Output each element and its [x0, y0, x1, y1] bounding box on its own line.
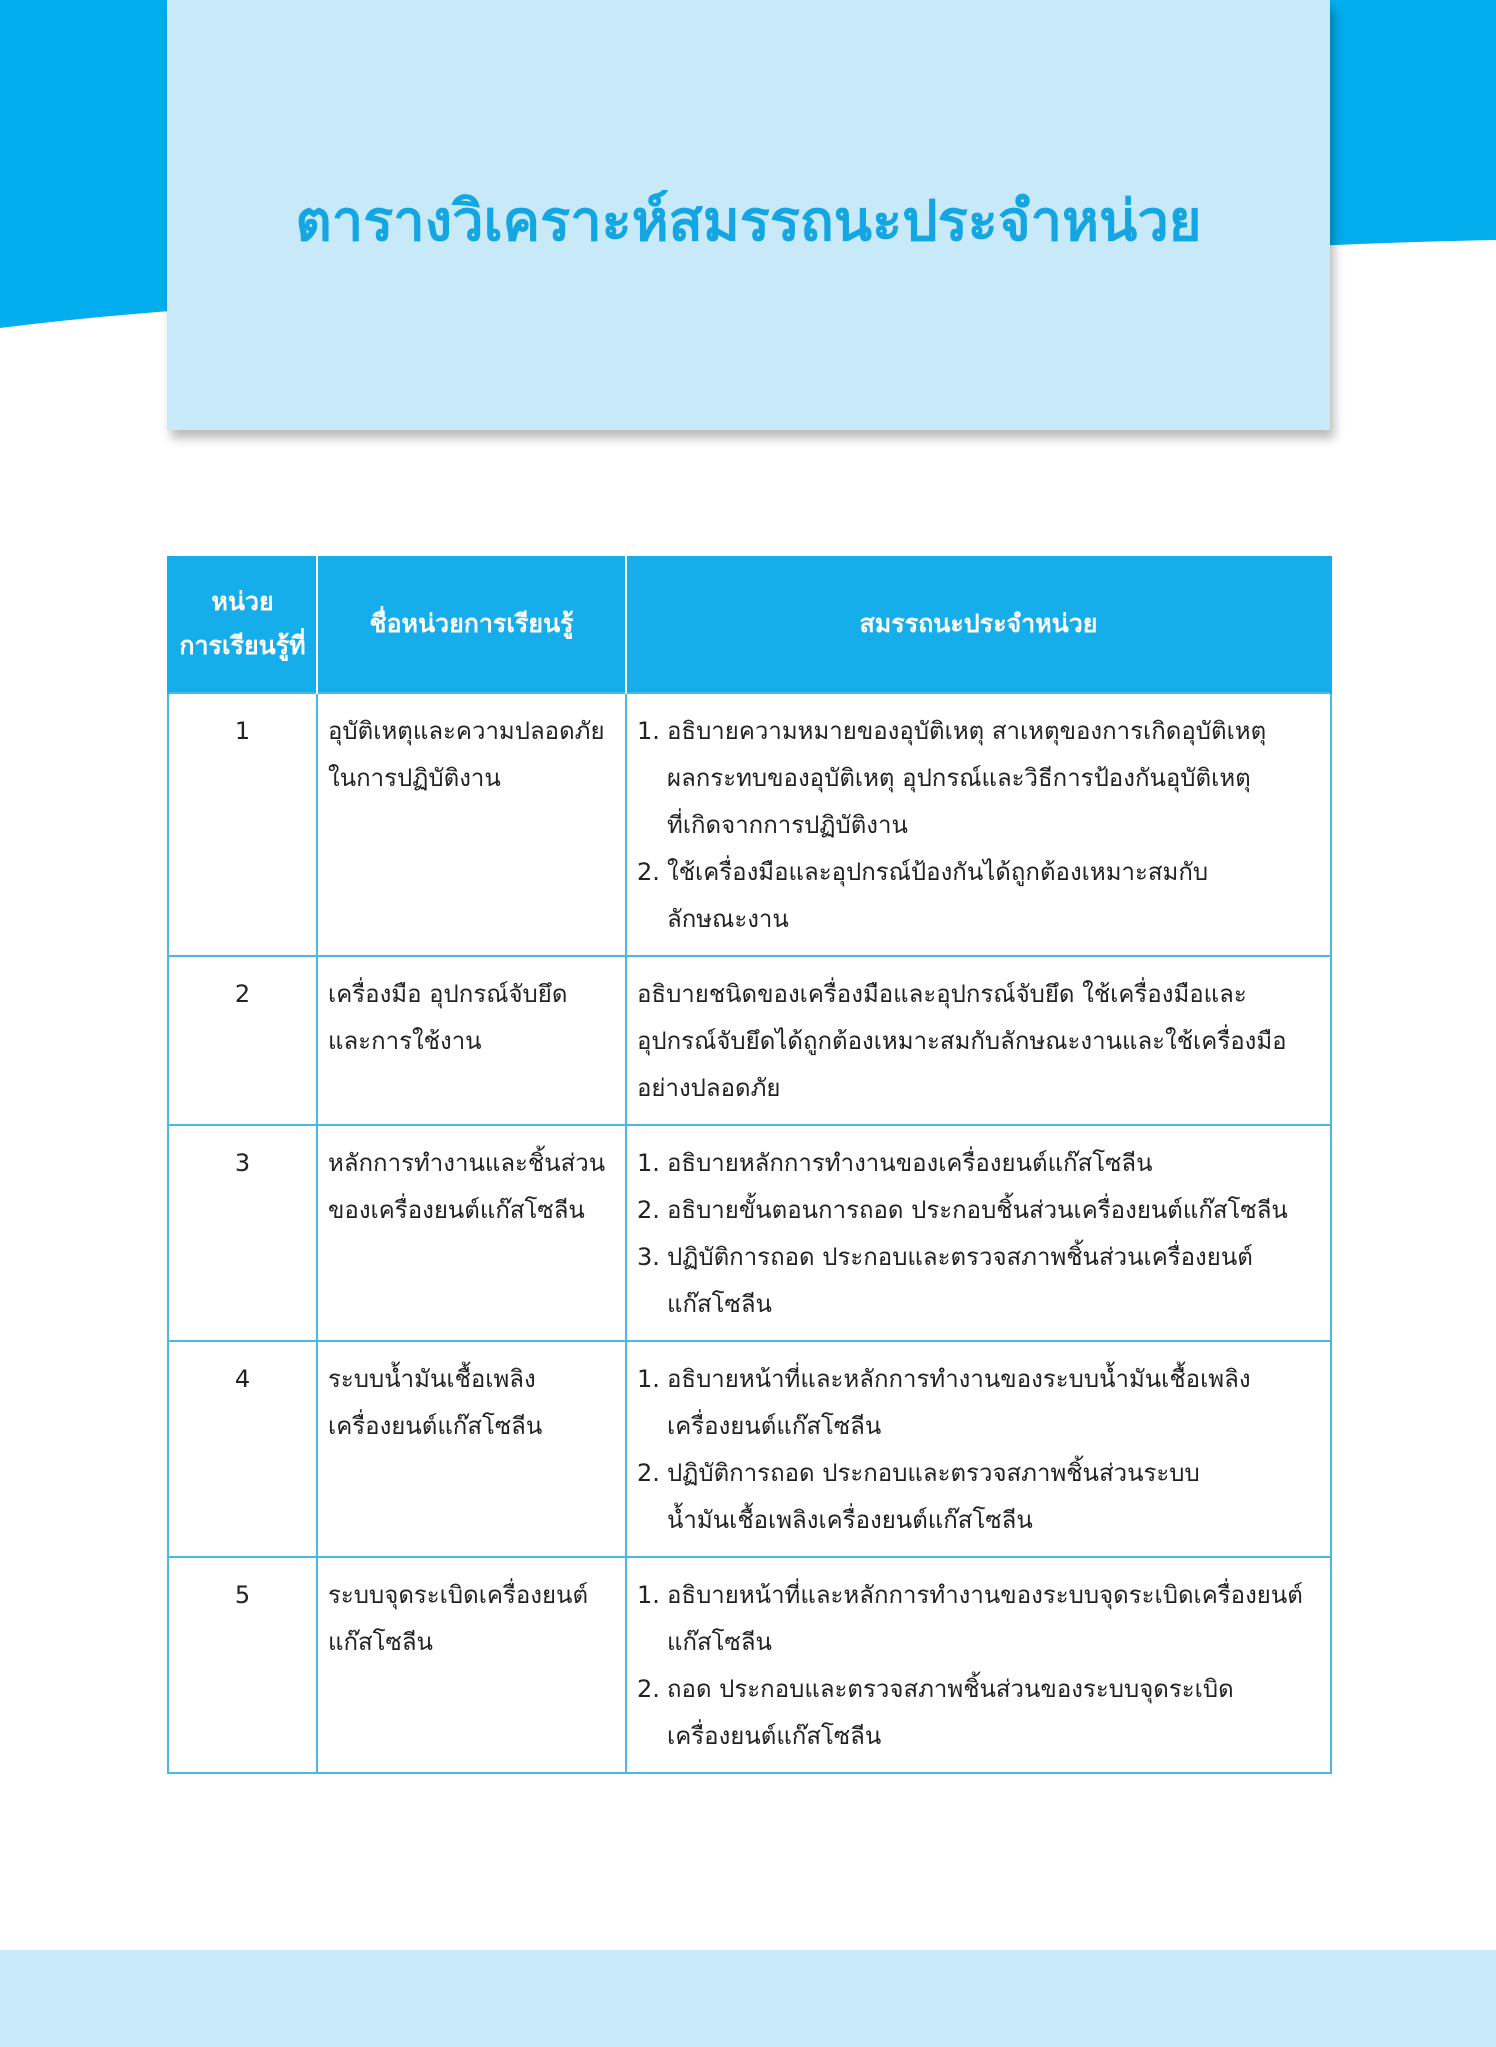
unit-competency	[626, 956, 1331, 1125]
unit-name-line: เครื่องยนต์แก๊สโซลีน	[328, 1412, 543, 1440]
unit-competency	[626, 693, 1331, 956]
competency-item-number: 2.	[637, 1196, 660, 1224]
competency-item-line: อธิบายหลักการทำงานของเครื่องยนต์แก๊สโซลีน	[667, 1149, 1153, 1177]
unit-name-line: ระบบจุดระเบิดเครื่องยนต์	[328, 1581, 589, 1609]
unit-name-line: ในการปฏิบัติงาน	[328, 764, 501, 792]
competency-item-line: เครื่องยนต์แก๊สโซลีน	[667, 1412, 882, 1440]
competency-list	[637, 1356, 1320, 1544]
bottom-band	[0, 1950, 1496, 2047]
header-unit-line2: การเรียนรู้ที่	[179, 631, 306, 660]
competency-item-number: 1.	[637, 1149, 660, 1177]
unit-competency	[626, 1341, 1331, 1557]
competency-item-line: ลักษณะงาน	[667, 905, 789, 933]
unit-name-line: แก๊สโซลีน	[328, 1628, 433, 1656]
table-row	[168, 1125, 1331, 1341]
table-row	[168, 1557, 1331, 1773]
competency-item	[637, 849, 1320, 943]
competency-item-number: 2.	[637, 1675, 660, 1703]
competency-item-line: ที่เกิดจากการปฏิบัติงาน	[667, 811, 908, 839]
competency-item-line: อธิบายความหมายของอุบัติเหตุ สาเหตุของการเกิดอุบัติเหตุ	[667, 717, 1267, 745]
competency-item	[637, 1666, 1320, 1760]
competency-item-line: อธิบายหน้าที่และหลักการทำงานของระบบน้ำมันเชื้อเพลิง	[667, 1365, 1251, 1393]
header-unit-line1: หน่วย	[211, 587, 274, 616]
unit-name-line: ระบบน้ำมันเชื้อเพลิง	[328, 1365, 536, 1393]
competency-list	[637, 1572, 1320, 1760]
competency-item-line: อธิบายขั้นตอนการถอด ประกอบชิ้นส่วนเครื่องยนต์แก๊สโซลีน	[667, 1196, 1288, 1224]
competency-item-number: 3.	[637, 1243, 660, 1271]
unit-name-line: ของเครื่องยนต์แก๊สโซลีน	[328, 1196, 585, 1224]
header-unit-name: ชื่อหน่วยการเรียนรู้	[317, 556, 626, 693]
table-body	[168, 693, 1331, 1773]
competency-item-number: 2.	[637, 1459, 660, 1487]
table-header-row	[168, 556, 1331, 693]
header-unit	[168, 556, 317, 693]
header-competency: สมรรถนะประจำหน่วย	[626, 556, 1331, 693]
table-row	[168, 956, 1331, 1125]
unit-name	[317, 956, 626, 1125]
unit-name-line: อุบัติเหตุและความปลอดภัย	[328, 717, 605, 745]
competency-item-number: 2.	[637, 858, 660, 886]
unit-number: 1	[168, 693, 317, 956]
unit-number: 5	[168, 1557, 317, 1773]
competency-item-number: 1.	[637, 1365, 660, 1393]
unit-name	[317, 1341, 626, 1557]
competency-item-number: 1.	[637, 1581, 660, 1609]
competency-item-line: ผลกระทบของอุบัติเหตุ อุปกรณ์และวิธีการป้องกันอุบัติเหตุ	[667, 764, 1251, 792]
competency-item	[637, 1234, 1320, 1328]
competency-item-line: ปฏิบัติการถอด ประกอบและตรวจสภาพชิ้นส่วนเครื่องยนต์	[667, 1243, 1253, 1271]
competency-item	[637, 1572, 1320, 1666]
competency-paragraph-line: อุปกรณ์จับยึดได้ถูกต้องเหมาะสมกับลักษณะงานและใช้เครื่องมือ	[637, 1027, 1287, 1055]
unit-name-line: และการใช้งาน	[328, 1027, 482, 1055]
competency-item-line: ปฏิบัติการถอด ประกอบและตรวจสภาพชิ้นส่วนระบบ	[667, 1459, 1200, 1487]
competency-item-line: แก๊สโซลีน	[667, 1290, 772, 1318]
competency-list	[637, 1140, 1320, 1328]
title-card	[167, 0, 1330, 430]
competency-item-line: อธิบายหน้าที่และหลักการทำงานของระบบจุดระเบิดเครื่องยนต์	[667, 1581, 1303, 1609]
competency-paragraph-line: อธิบายชนิดของเครื่องมือและอุปกรณ์จับยึด ใช้เครื่องมือและ	[637, 980, 1247, 1008]
competency-item-line: ใช้เครื่องมือและอุปกรณ์ป้องกันได้ถูกต้องเหมาะสมกับ	[667, 858, 1209, 886]
competency-item-line: ถอด ประกอบและตรวจสภาพชิ้นส่วนของระบบจุดระเบิด	[667, 1675, 1234, 1703]
unit-name-line: เครื่องมือ อุปกรณ์จับยึด	[328, 980, 568, 1008]
table-row	[168, 693, 1331, 956]
unit-name	[317, 693, 626, 956]
competency-item-line: น้ำมันเชื้อเพลิงเครื่องยนต์แก๊สโซลีน	[667, 1506, 1033, 1534]
table-row	[168, 1341, 1331, 1557]
unit-competency	[626, 1125, 1331, 1341]
unit-competency	[626, 1557, 1331, 1773]
competency-item	[637, 1140, 1320, 1187]
competency-item-line: เครื่องยนต์แก๊สโซลีน	[667, 1722, 882, 1750]
competency-paragraph-line: อย่างปลอดภัย	[637, 1074, 781, 1102]
unit-number: 3	[168, 1125, 317, 1341]
unit-name-line: หลักการทำงานและชิ้นส่วน	[328, 1149, 606, 1177]
unit-number: 2	[168, 956, 317, 1125]
competency-table	[167, 556, 1332, 1774]
competency-item	[637, 1450, 1320, 1544]
competency-list	[637, 708, 1320, 943]
unit-number: 4	[168, 1341, 317, 1557]
unit-name	[317, 1557, 626, 1773]
competency-item	[637, 708, 1320, 849]
competency-item-line: แก๊สโซลีน	[667, 1628, 772, 1656]
competency-item	[637, 1356, 1320, 1450]
unit-name	[317, 1125, 626, 1341]
page-title: ตารางวิเคราะห์สมรรถนะประจำหน่วย	[295, 188, 1202, 254]
competency-item-number: 1.	[637, 717, 660, 745]
competency-item	[637, 1187, 1320, 1234]
